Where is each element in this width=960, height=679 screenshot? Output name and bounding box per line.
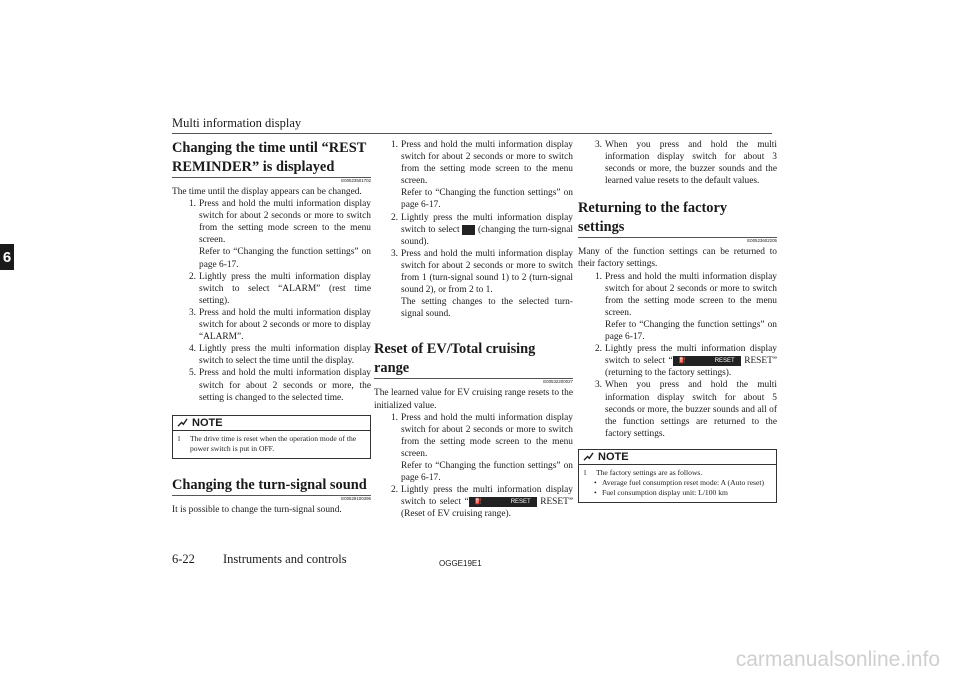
- fuel-reset-icon: ⛽ RESET: [469, 497, 537, 507]
- column-3: [578, 139, 777, 503]
- step-3: 3. When you press and hold the multi information display switch for about 5 seconds or more, the buzzer sounds and all of the function settings are returned to the factory settings.: [594, 380, 777, 439]
- step-3: 3. When you press and hold the multi information display switch for about 3 seconds or more, the buzzer sounds and the learned value resets to the default values.: [594, 140, 777, 187]
- column-2: [374, 139, 573, 520]
- section-code: E00529100396: [172, 495, 371, 502]
- note-label: NOTE: [192, 416, 223, 429]
- step-2: 2. Lightly press the multi information display switch to select (changing the turn-signal sound).: [390, 212, 573, 247]
- step-5: 5. Press and hold the multi information display switch for about 2 seconds or more, the setting is changed to the selected time.: [188, 368, 371, 403]
- header-rule: [172, 133, 772, 134]
- footer-section: Instruments and controls: [223, 552, 347, 566]
- step-1: 1. Press and hold the multi information display switch for about 2 seconds or more to switch from the setting mode screen to the menu screen.: [188, 199, 371, 246]
- note-icon: [177, 418, 188, 427]
- section-intro: Many of the function settings can be returned to their factory settings.: [578, 247, 777, 270]
- step-1-ref: Refer to “Changing the function settings” on page 6-17.: [401, 460, 573, 484]
- note-bullet: l: [584, 467, 587, 477]
- section-code: E00532200027: [374, 378, 573, 385]
- section-heading-factory-settings: Returning to the factory settings: [578, 200, 728, 236]
- step-1-ref: Refer to “Changing the function settings” on page 6-17.: [199, 247, 371, 270]
- step-1-ref: Refer to “Changing the function settings” on page 6-17.: [401, 188, 573, 211]
- section-heading-rest-reminder: Changing the time until “REST REMINDER” is displayed: [172, 140, 367, 175]
- note-item: • Average fuel consumption reset mode: A (Auto reset): [594, 477, 765, 487]
- watermark: carmanualsonline.info: [735, 648, 940, 671]
- section-code: E00523602205: [578, 237, 777, 244]
- fuel-reset-icon: ⛽ RESET: [673, 356, 741, 366]
- step-3-note: The setting changes to the selected turn-signal sound.: [401, 297, 573, 320]
- step-3: 3. Press and hold the multi information display switch for about 2 seconds or more to display “ALARM”.: [188, 307, 371, 343]
- step-1: 1. Press and hold the multi information display switch for about 2 seconds or more to switch from the setting mode screen to the menu screen.: [390, 140, 573, 187]
- note-box: [578, 449, 777, 503]
- note-text: The drive time is reset when the operation mode of the power switch is put in OFF.: [190, 433, 357, 453]
- step-1: 1. Press and hold the multi information display switch for about 2 seconds or more to switch from the setting mode screen to the menu screen.: [390, 412, 573, 459]
- section-heading-cruising-range: Reset of EV/Total cruising range: [374, 341, 536, 377]
- turn-signal-icon: [462, 225, 475, 235]
- step-2: 2. Lightly press the multi information display switch to select “ ⛽ RESET RESET” (Reset of EV cruising range).: [390, 485, 573, 520]
- step-2: 2. Lightly press the multi information display switch to select “ ⛽ RESET RESET” (returning to the factory settings).: [594, 344, 777, 379]
- document-code: OGGE19E1: [439, 559, 482, 568]
- section-intro: It is possible to change the turn-signal sound.: [172, 504, 342, 515]
- note-icon: [583, 452, 594, 461]
- section-code: E00523501702: [172, 177, 371, 184]
- note-item: • Fuel consumption display unit: L/100 km: [594, 487, 728, 497]
- running-header: Multi information display: [172, 116, 302, 130]
- note-bullet: l: [178, 433, 181, 443]
- note-box: [172, 415, 371, 459]
- step-4: 4. Lightly press the multi information display switch to select the time until the display.: [188, 344, 371, 367]
- step-1-ref: Refer to “Changing the function settings” on page 6-17.: [605, 319, 777, 343]
- note-text: The factory settings are as follows.: [596, 467, 703, 477]
- note-label: NOTE: [598, 450, 629, 463]
- step-1: 1. Press and hold the multi information display switch for about 2 seconds or more to switch from the setting mode screen to the menu screen.: [594, 271, 777, 318]
- section-intro: The time until the display appears can be changed.: [172, 187, 362, 197]
- step-3: 3. Press and hold the multi information display switch for about 2 seconds or more to switch from 1 (turn-signal sound 1) to 2 (turn-signal sound 2), or from 2 to 1.: [390, 248, 573, 296]
- step-2: 2. Lightly press the multi information display switch to select “ALARM” (rest time setting).: [188, 271, 371, 306]
- page-number: 6-22: [172, 552, 195, 566]
- chapter-tab: 6: [0, 244, 14, 270]
- column-1: [172, 139, 371, 516]
- section-intro: The learned value for EV cruising range resets to the initialized value.: [374, 388, 573, 411]
- section-heading-turn-signal: Changing the turn-signal sound: [172, 476, 367, 493]
